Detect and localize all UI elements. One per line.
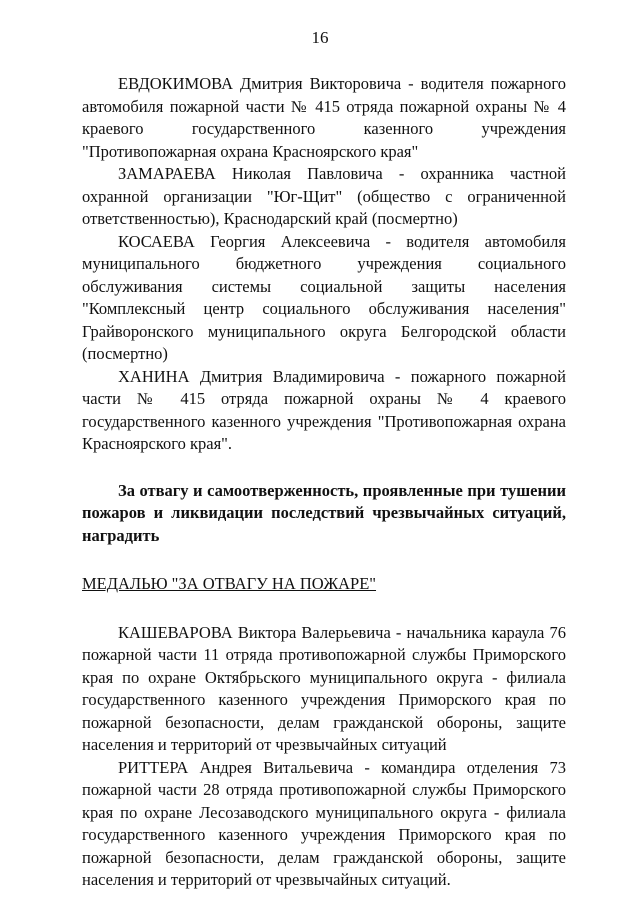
document-body (82, 73, 566, 892)
medal-title: МЕДАЛЬЮ "ЗА ОТВАГУ НА ПОЖАРЕ" (82, 574, 377, 593)
award-entry-khanin: ХАНИНА Дмитрия Владимировича - пожарного пожарной части № 415 отряда пожарной охраны № 4 краевого государственного казенного учреждения "Противопожарная охрана Красноярского края". (82, 366, 566, 453)
award-statement: За отвагу и самоотверженность, проявленные при тушении пожаров и ликвидации последствий чрезвычайных ситуаций, наградить (82, 480, 566, 545)
award-entry-ritter: РИТТЕРА Андрея Витальевича - командира отделения 73 пожарной части 28 отряда противопожарной службы Приморского края по охране Лесозаводского муниципального округа - филиала государственного казенного учреждения Приморского края по пожарной безопасности, делам гражданской обороны, защите населения и территорий от чрезвычайных ситуаций. (82, 757, 566, 889)
award-entry-kosaev: КОСАЕВА Георгия Алексеевича - водителя автомобиля муниципального бюджетного учреждения социального обслуживания системы социальной защиты населения "Комплексный центр социального обслуживания населения" Грайворонского муниципального округа Белгородской области (посмертно) (82, 231, 566, 363)
award-entry-zamaraev: ЗАМАРАЕВА Николая Павловича - охранника частной охранной организации "Юг-Щит" (общество с ограниченной ответственностью), Краснодарский край (посмертно) (82, 164, 566, 228)
page-number: 16 (311, 28, 329, 47)
award-entry-kashevarov: КАШЕВАРОВА Виктора Валерьевича - начальника караула 76 пожарной части 11 отряда противопожарной службы Приморского края по охране Октябрьского муниципального округа - филиала государственного казенного учреждения Приморского края по пожарной безопасности, делам гражданской обороны, защите населения и территорий от чрезвычайных ситуаций (82, 622, 566, 754)
award-entry-evdokimov: ЕВДОКИМОВА Дмитрия Викторовича - водителя пожарного автомобиля пожарной части № 415 отряда пожарной охраны № 4 краевого государственного казенного учреждения "Противопожарная охрана Красноярского края" (82, 74, 566, 161)
